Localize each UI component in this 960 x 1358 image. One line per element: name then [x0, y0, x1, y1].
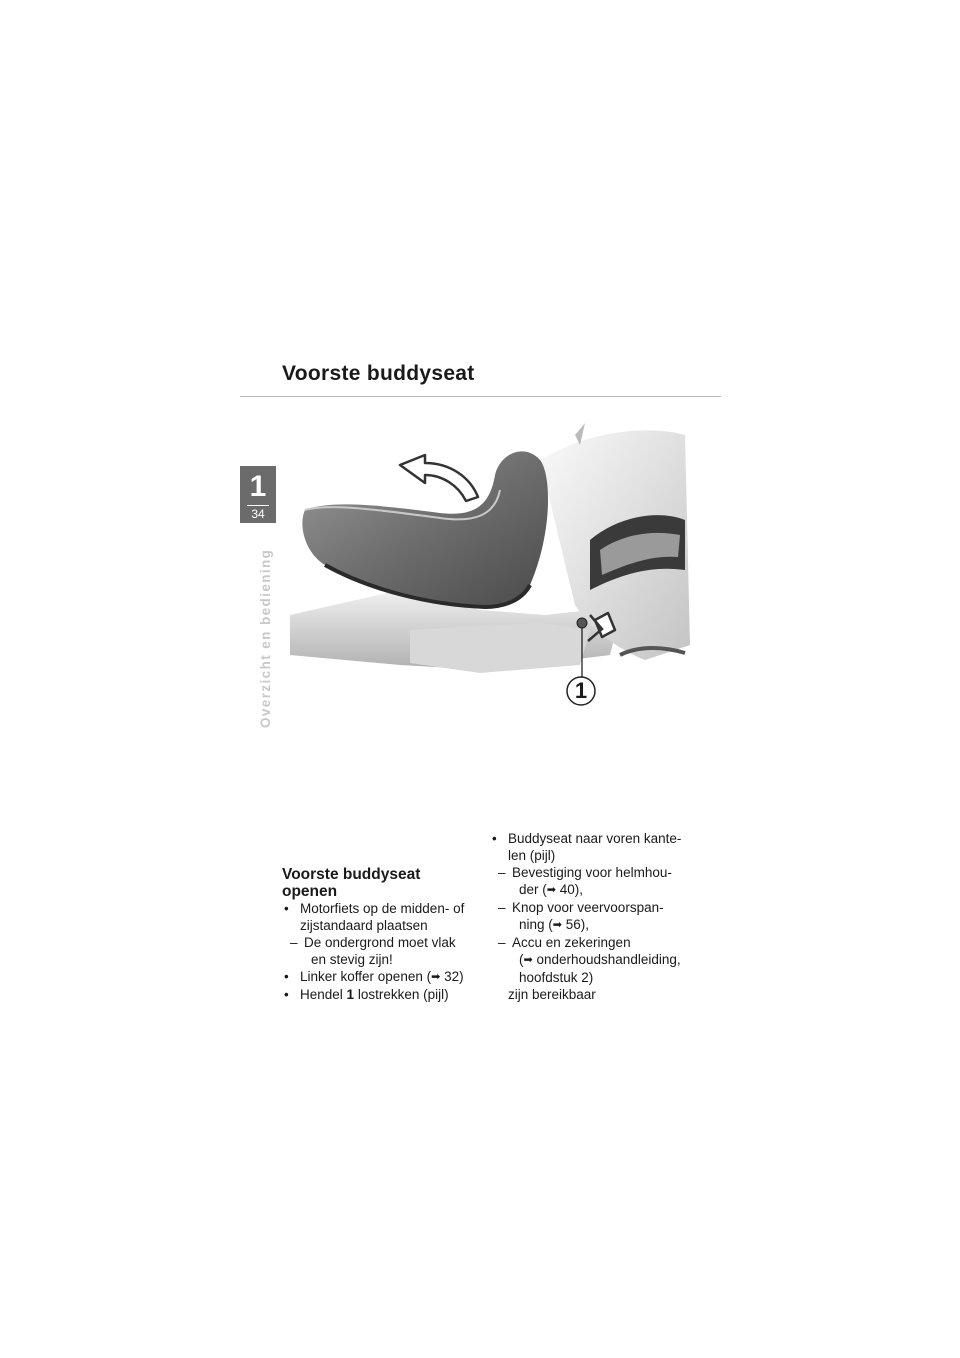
bullet-marker: • — [284, 901, 289, 916]
callout-reference: 1 — [346, 987, 355, 1002]
list-item-continuation: len (pijl) — [508, 848, 556, 863]
list-subitem: – Accu en zekeringen — [498, 935, 631, 950]
list-subitem-continuation: ning (➡ 56), — [519, 917, 590, 932]
list-item: • Motorfiets op de midden- of — [284, 901, 465, 916]
bullet-marker: • — [284, 969, 289, 984]
list-subitem: – Knop voor veervoorspan- — [498, 900, 664, 915]
chapter-side-label: Overzicht en bediening — [258, 548, 273, 728]
list-subitem: – Bevestiging voor helmhou- — [498, 865, 672, 880]
bullet-marker: • — [284, 987, 289, 1002]
list-subitem-continuation: en stevig zijn! — [311, 952, 393, 967]
dash-marker: – — [290, 935, 298, 950]
page-reference-arrow-icon: ➡ — [523, 954, 533, 966]
page-reference: 40), — [559, 882, 584, 897]
page-reference: 56), — [565, 917, 590, 932]
dash-marker: – — [498, 935, 506, 950]
chapter-number: 1 — [249, 470, 267, 503]
page-title: Voorste buddyseat — [282, 362, 475, 385]
instructions-right-column — [490, 830, 700, 1003]
instructions-left-column — [282, 866, 482, 1003]
dash-marker: – — [498, 900, 506, 915]
list-item-continuation: zijn bereikbaar — [508, 987, 596, 1002]
dash-marker: – — [498, 865, 506, 880]
page-reference: 32) — [444, 969, 464, 984]
list-subitem: – De ondergrond moet vlak — [290, 935, 456, 950]
page-reference-arrow-icon: ➡ — [552, 919, 562, 931]
title-divider — [240, 396, 721, 397]
callout-number: 1 — [574, 678, 588, 703]
list-item: • Hendel 1 lostrekken (pijl) — [284, 987, 449, 1002]
list-subitem-continuation: hoofdstuk 2) — [519, 970, 594, 985]
section-heading: Voorste buddyseat openen — [282, 866, 421, 900]
page-reference: onderhoudshandleiding, — [536, 952, 681, 967]
page-number: 34 — [251, 507, 265, 521]
seat-illustration — [290, 415, 700, 715]
chapter-divider — [247, 505, 269, 506]
list-item: • Buddyseat naar voren kante- — [492, 831, 682, 846]
page-reference-arrow-icon: ➡ — [546, 884, 556, 896]
list-item: • Linker koffer openen (➡ 32) — [284, 969, 464, 984]
list-item-continuation: zijstandaard plaatsen — [300, 918, 428, 933]
bullet-marker: • — [492, 831, 497, 846]
list-subitem-continuation: (➡ onderhoudshandleiding, — [519, 952, 681, 967]
page-reference-arrow-icon: ➡ — [431, 971, 441, 983]
list-subitem-continuation: der (➡ 40), — [519, 882, 584, 897]
